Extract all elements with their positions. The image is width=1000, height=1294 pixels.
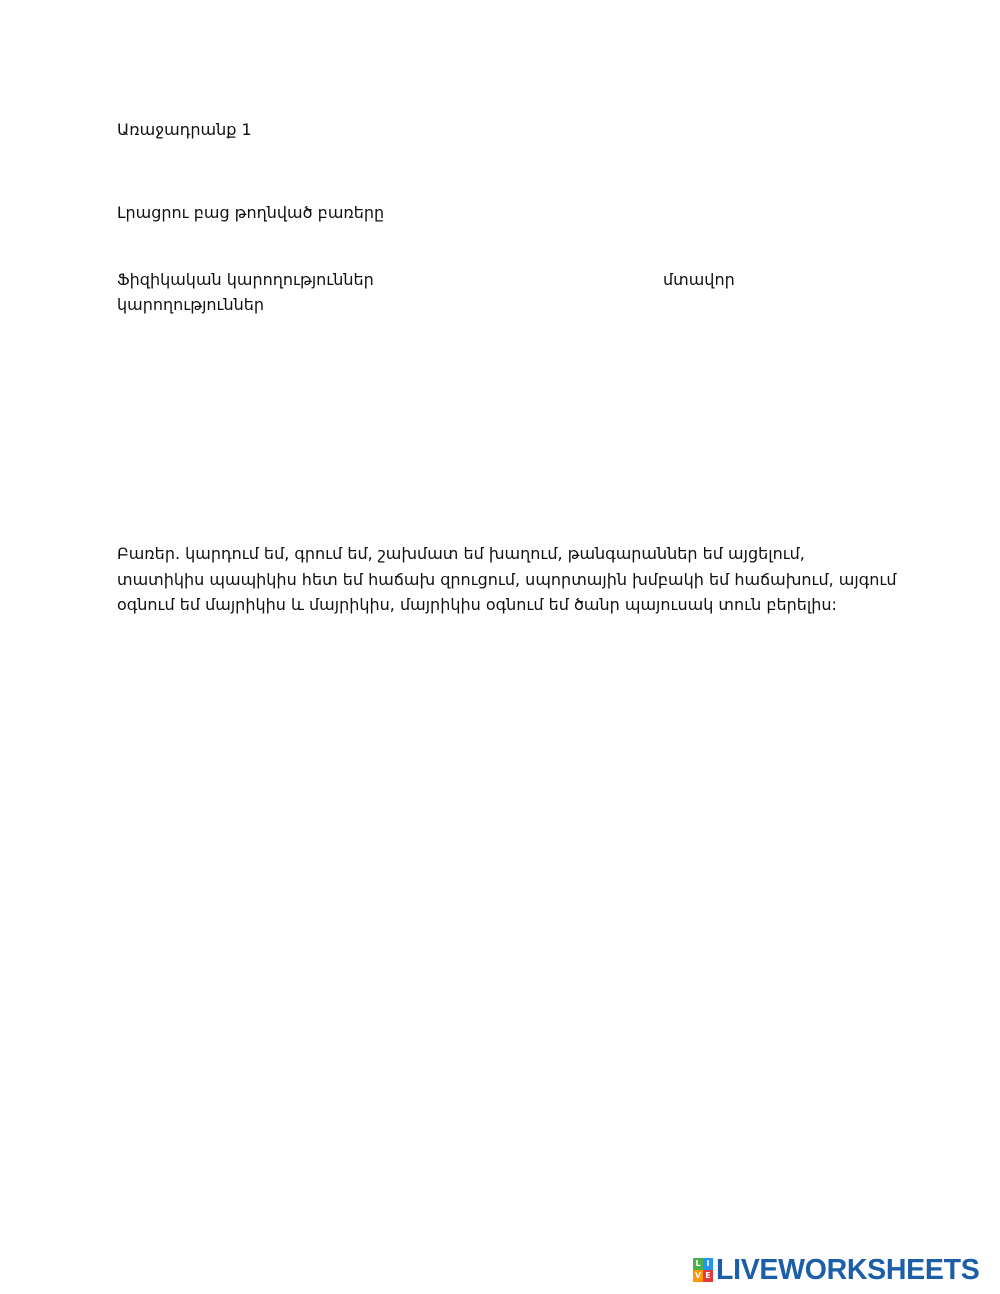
word-bank-line: Բառեր. կարդում եմ, գրում եմ, շախմատ եմ խաղում, թանգարաններ եմ այցելում, bbox=[117, 544, 805, 563]
column-heading-physical: Ֆիզիկական կարողություններ bbox=[117, 270, 374, 289]
logo-mark-letter: E bbox=[703, 1270, 713, 1282]
column-heading-mental: մտավոր bbox=[663, 270, 735, 289]
word-bank bbox=[117, 541, 897, 618]
column-heading-mental-continued: կարողություններ bbox=[117, 295, 265, 314]
instruction-text: Լրացրու բաց թողնված բառերը bbox=[117, 203, 385, 222]
logo-text: LIVEWORKSHEETS bbox=[716, 1254, 980, 1286]
logo-mark-letter: V bbox=[694, 1271, 702, 1280]
word-bank-line: օգնում եմ մայրիկիս և մայրիկիս, մայրիկիս օգնում եմ ծանր պայուսակ տուն բերելիս: bbox=[117, 595, 837, 614]
logo-mark-icon bbox=[693, 1258, 713, 1282]
word-bank-line: տատիկիս պապիկիս հետ եմ հաճախ զրուցում, սպորտային խմբակի եմ հաճախում, այգում bbox=[117, 569, 897, 589]
exercise-title: Առաջադրանք 1 bbox=[117, 120, 252, 139]
logo-mark-letter: I bbox=[703, 1258, 713, 1270]
liveworksheets-logo bbox=[693, 1255, 979, 1285]
logo-mark-letter: L bbox=[693, 1258, 703, 1270]
